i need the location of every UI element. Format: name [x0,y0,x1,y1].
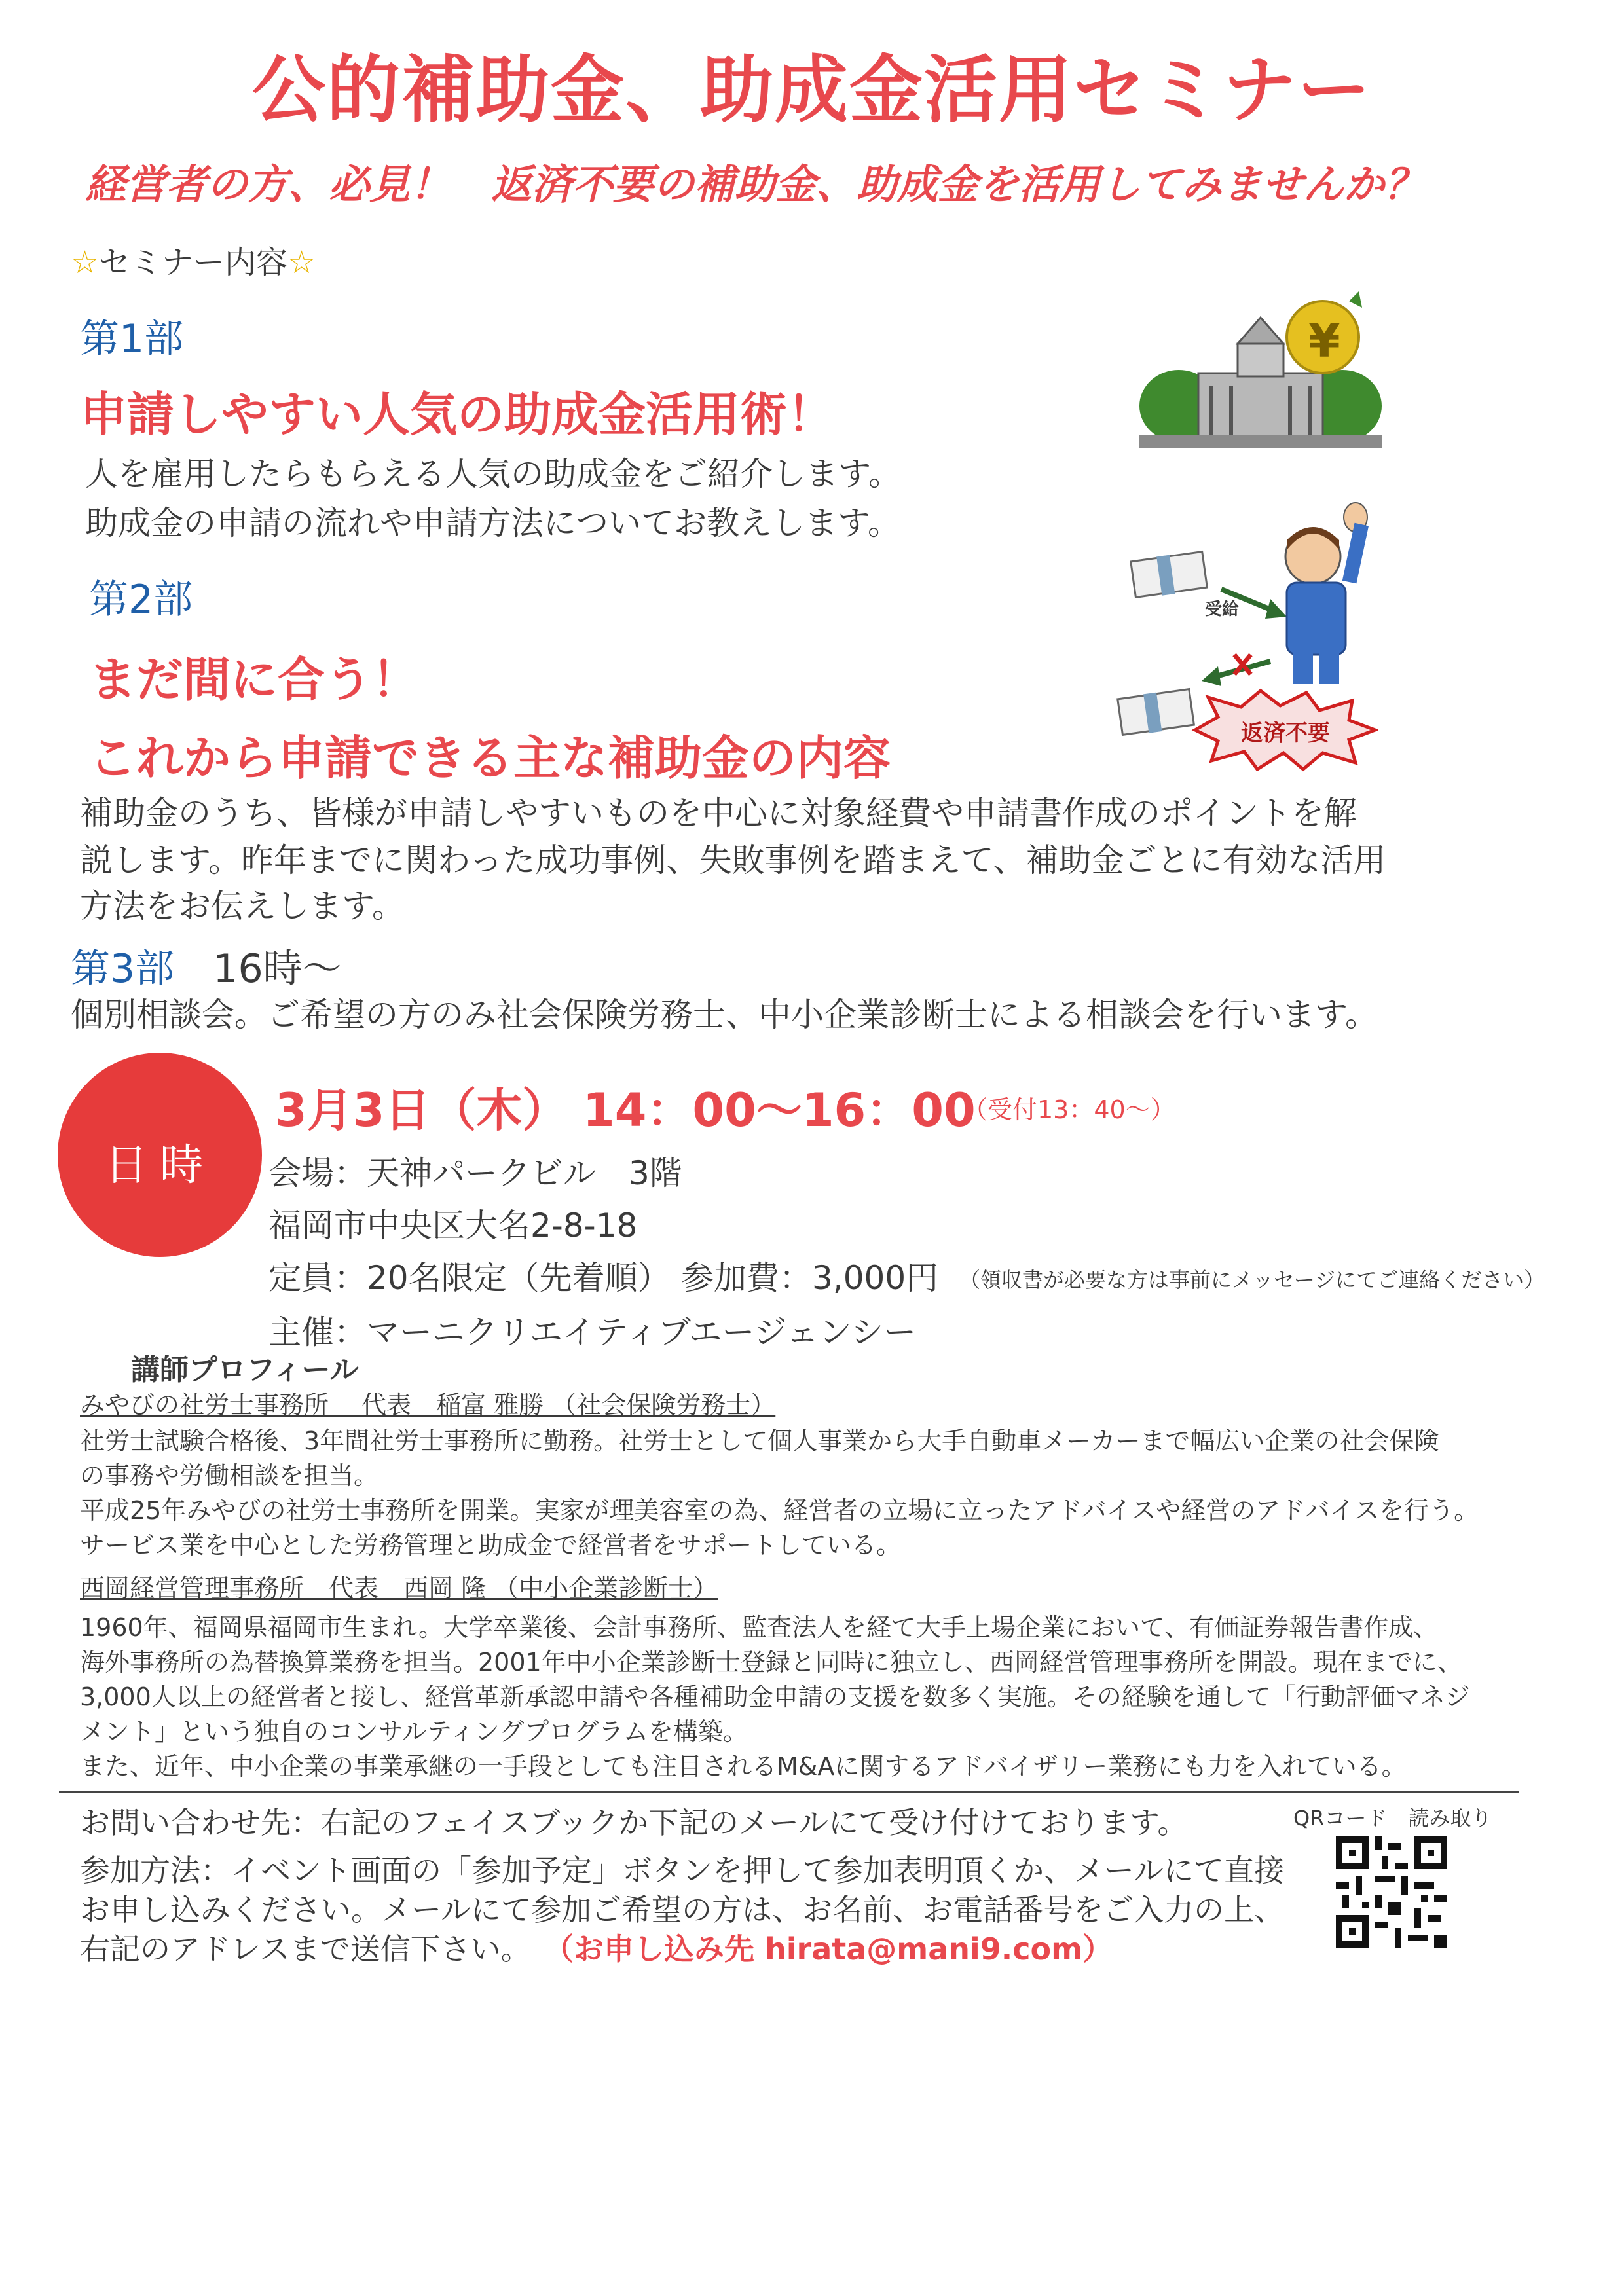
part3-heading [71,938,342,994]
venue: 会場：天神パークビル 3階 [268,1154,682,1192]
qr-label: QRコード 読み取り [1293,1806,1492,1831]
address: 福岡市中央区大名2-8-18 [268,1207,638,1245]
part3-time: 16時～ [213,946,342,992]
cash-bundle-icon [1113,681,1198,740]
blocked-arrow-icon [1198,648,1277,687]
part2-line-1: 補助金のうち、皆様が申請しやすいものを中心に対象経費や申請書作成のポイントを解 [80,794,1357,832]
part2-line-3: 方法をお伝えします。 [80,887,405,925]
apply-email[interactable]: （お申し込み先 hirata@mani9.com） [544,1931,1113,1967]
date-badge-text: 日時 [105,1140,215,1190]
part1-headline: 申請しやすい人気の助成金活用術！ [80,387,835,442]
part1-line-2: 助成金の申請の流れや申請方法についてお教えします。 [85,504,900,542]
speaker2-line-2: 海外事務所の為替換算業務を担当。2001年中小企業診断士登録と同時に独立し、西岡経営管理事務所を開設。現在までに、 [80,1648,1462,1677]
speaker1-line-2: の事務や労働相談を担当。 [80,1461,379,1490]
yen-symbol: ¥ [1308,314,1340,368]
speaker1-line-3: 平成25年みやびの社労士事務所を開業。実家が理美容室の為、経営者の立場に立ったアドバイスや経営のアドバイスを行う。 [80,1496,1479,1525]
contents-heading-text: セミナー内容 [99,244,288,281]
speaker2-line-4: メント」という独自のコンサルティングプログラムを構築。 [80,1717,748,1746]
contact-line-4: 右記のアドレスまで送信下さい。 [80,1931,531,1967]
contact-line-1: お問い合わせ先：右記のフェイスブックか下記のメールにて受け付けております。 [80,1805,1188,1840]
organizer: 主催：マーニクリエイティブエージェンシー [268,1313,917,1351]
page-subtitle: 経営者の方、必見！ 返済不要の補助金、助成金を活用してみませんか？ [85,160,1426,208]
page-title: 公的補助金、助成金活用セミナー [252,48,1372,133]
part1-line-1: 人を雇用したらもらえる人気の助成金をご紹介します。 [85,455,901,493]
speaker2-name: 西岡経営管理事務所 代表 西岡 隆 （中小企業診断士） [80,1574,718,1603]
cash-bundle-icon [1126,543,1211,602]
divider [59,1791,1519,1793]
event-date: 3月3日（木） [275,1084,568,1137]
contents-heading [71,237,316,282]
part3-line: 個別相談会。ご希望の方のみ社会保険労務士、中小企業診断士による相談会を行います。 [71,996,1378,1034]
part2-headline-2: これから申請できる主な補助金の内容 [89,731,891,786]
star-icon: ☆ [287,244,316,281]
speaker1-name: みやびの社労士事務所 代表 稲富 雅勝 （社会保険労務士） [80,1391,776,1419]
qr-code-icon[interactable] [1336,1836,1447,1948]
capacity: 定員：20名限定（先着順） [268,1259,671,1297]
star-icon: ☆ [71,244,100,281]
part1-label: 第1部 [80,316,184,362]
date-badge [58,1053,262,1257]
reception-time: （受付13：40～） [963,1095,1175,1124]
speaker2-line-1: 1960年、福岡県福岡市生まれ。大学卒業後、会計事務所、監査法人を経て大手上場企業において、有価証券報告書作成、 [80,1613,1439,1642]
part2-label: 第2部 [89,577,193,623]
speaker2-line-5: また、近年、中小企業の事業承継の一手段としても注目されるM&Aに関するアドバイザリー業務にも力を入れている。 [80,1752,1407,1781]
speaker1-line-4: サービス業を中心とした労務管理と助成金で経営者をサポートしている。 [80,1531,902,1559]
part2-line-2: 説します。昨年までに関わった成功事例、失敗事例を踏まえて、補助金ごとに有効な活用 [80,841,1386,879]
event-time: 14：00～16：00 [583,1084,976,1137]
part2-headline-1: まだ間に合う！ [89,652,420,707]
speaker1-line-1: 社労士試験合格後、3年間社労士事務所に勤務。社労士として個人事業から大手自動車メーカーまで幅広い企業の社会保険 [80,1427,1439,1455]
part3-label: 第3部 [71,946,175,992]
contact-line-2: 参加方法：イベント画面の「参加予定」ボタンを押して参加表明頂くか、メールにて直接 [80,1853,1285,1888]
receipt-note: （領収書が必要な方は事前にメッセージにてご連絡ください） [959,1267,1545,1292]
profile-heading: 講師プロフィール [131,1353,359,1387]
no-repay-label: 返済不要 [1241,720,1330,746]
receive-label: 受給 [1205,600,1240,619]
speaker2-line-3: 3,000人以上の経営者と接し、経営革新承認申請や各種補助金申請の支援を数多く実施。その経験を通して「行動評価マネジ [80,1683,1470,1711]
fee: 参加費：3,000円 [681,1259,939,1297]
businessman-icon [1277,498,1395,687]
contact-line-3: お申し込みください。メールにて参加ご希望の方は、お名前、お電話番号をご入力の上、 [80,1892,1285,1927]
